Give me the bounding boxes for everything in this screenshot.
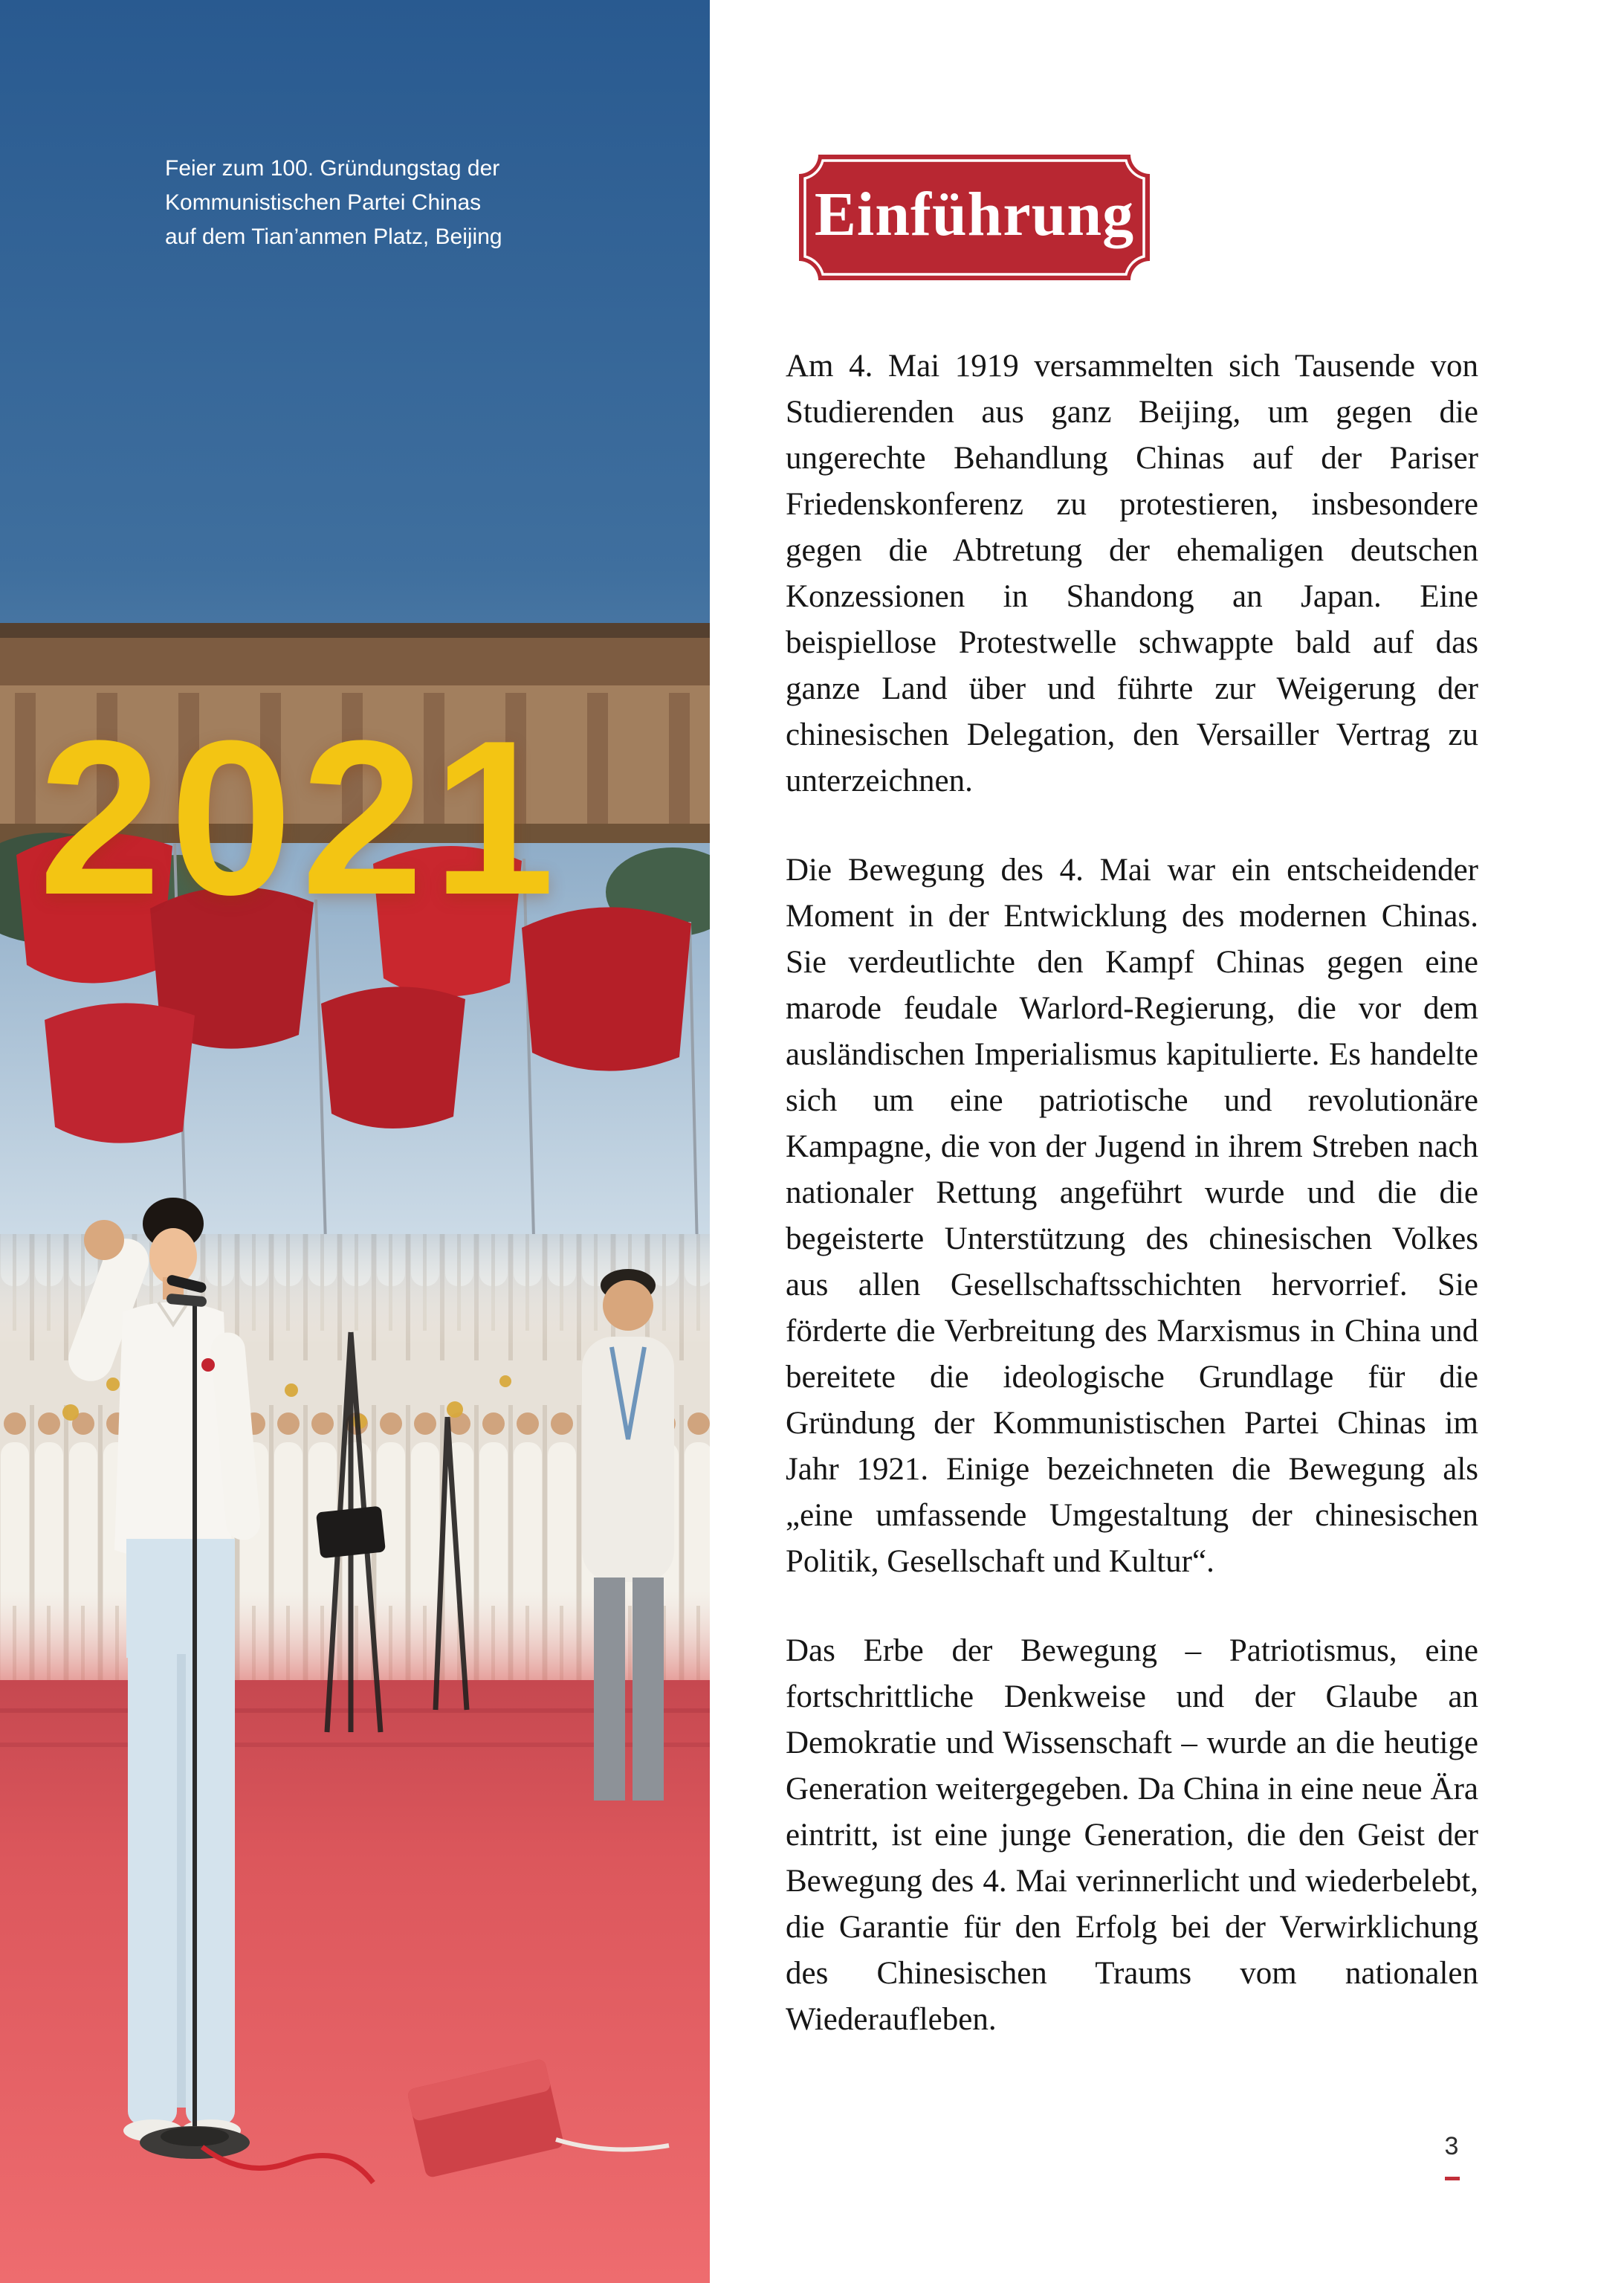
- photo-year-2021: 2021: [39, 694, 564, 940]
- article-body: [786, 343, 1478, 2043]
- photo-tiananmen-celebration: [0, 0, 710, 2283]
- photo-caption: Feier zum 100. Gründungstag der Kommunistischen Partei Chinas auf dem Tian’anmen Platz, Beijing: [165, 156, 502, 249]
- paragraph-3: Das Erbe der Bewegung – Patriotismus, eine fortschrittliche Denkweise und der Glaube an Demokratie und Wissenschaft – wurde an die heutige Generation weitergegeben. Da China in eine neue Ära eintritt, ist eine junge Generation, die den Geist der Bewegung des 4. Mai verinnerlicht und wiederbelebt, die Garantie für den Erfolg bei der Verwirklichung des Chinesischen Traums vom nationalen Wiederaufleben.: [786, 1633, 1478, 2037]
- section-title: Einführung: [814, 180, 1135, 249]
- photo-illustration: [0, 0, 710, 2283]
- paragraph-1: Am 4. Mai 1919 versammelten sich Tausende von Studierenden aus ganz Beijing, um gegen die ungerechte Behandlung Chinas auf der Pariser Friedenskonferenz zu protestieren, insbesondere gegen die Abtretung der ehemaligen deutschen Konzessionen in Shandong an Japan. Eine beispiellose Protestwelle schwappte bald auf das ganze Land über und führte zur Weigerung der chinesischen Delegation, den Versailler Vertrag zu unterzeichnen.: [786, 349, 1478, 798]
- page-number: 3: [1444, 2132, 1459, 2160]
- page-number-rule: [1445, 2177, 1460, 2180]
- paragraph-2: Die Bewegung des 4. Mai war ein entscheidender Moment in der Entwicklung des modernen Chinas. Sie verdeutlichte den Kampf Chinas gegen eine marode feudale Warlord-Regierung, die vor dem ausländischen Imperialismus kapitulierte. Es handelte sich um eine patriotische und revolutionäre Kampagne, die von der Jugend in ihrem Streben nach nationaler Rettung angeführt wurde und die die begeisterte Unterstützung des chinesischen Volkes aus allen Gesellschaftsschichten hervorrief. Sie förderte die Verbreitung des Marxismus in China und bereitete die ideologische Grundlage für die Gründung der Kommunistischen Partei Chinas im Jahr 1921. Einige bezeichneten die Bewegung als „eine umfassende Umgestaltung der chinesischen Politik, Gesellschaft und Kultur“.: [786, 853, 1478, 1579]
- section-badge: [799, 155, 1150, 280]
